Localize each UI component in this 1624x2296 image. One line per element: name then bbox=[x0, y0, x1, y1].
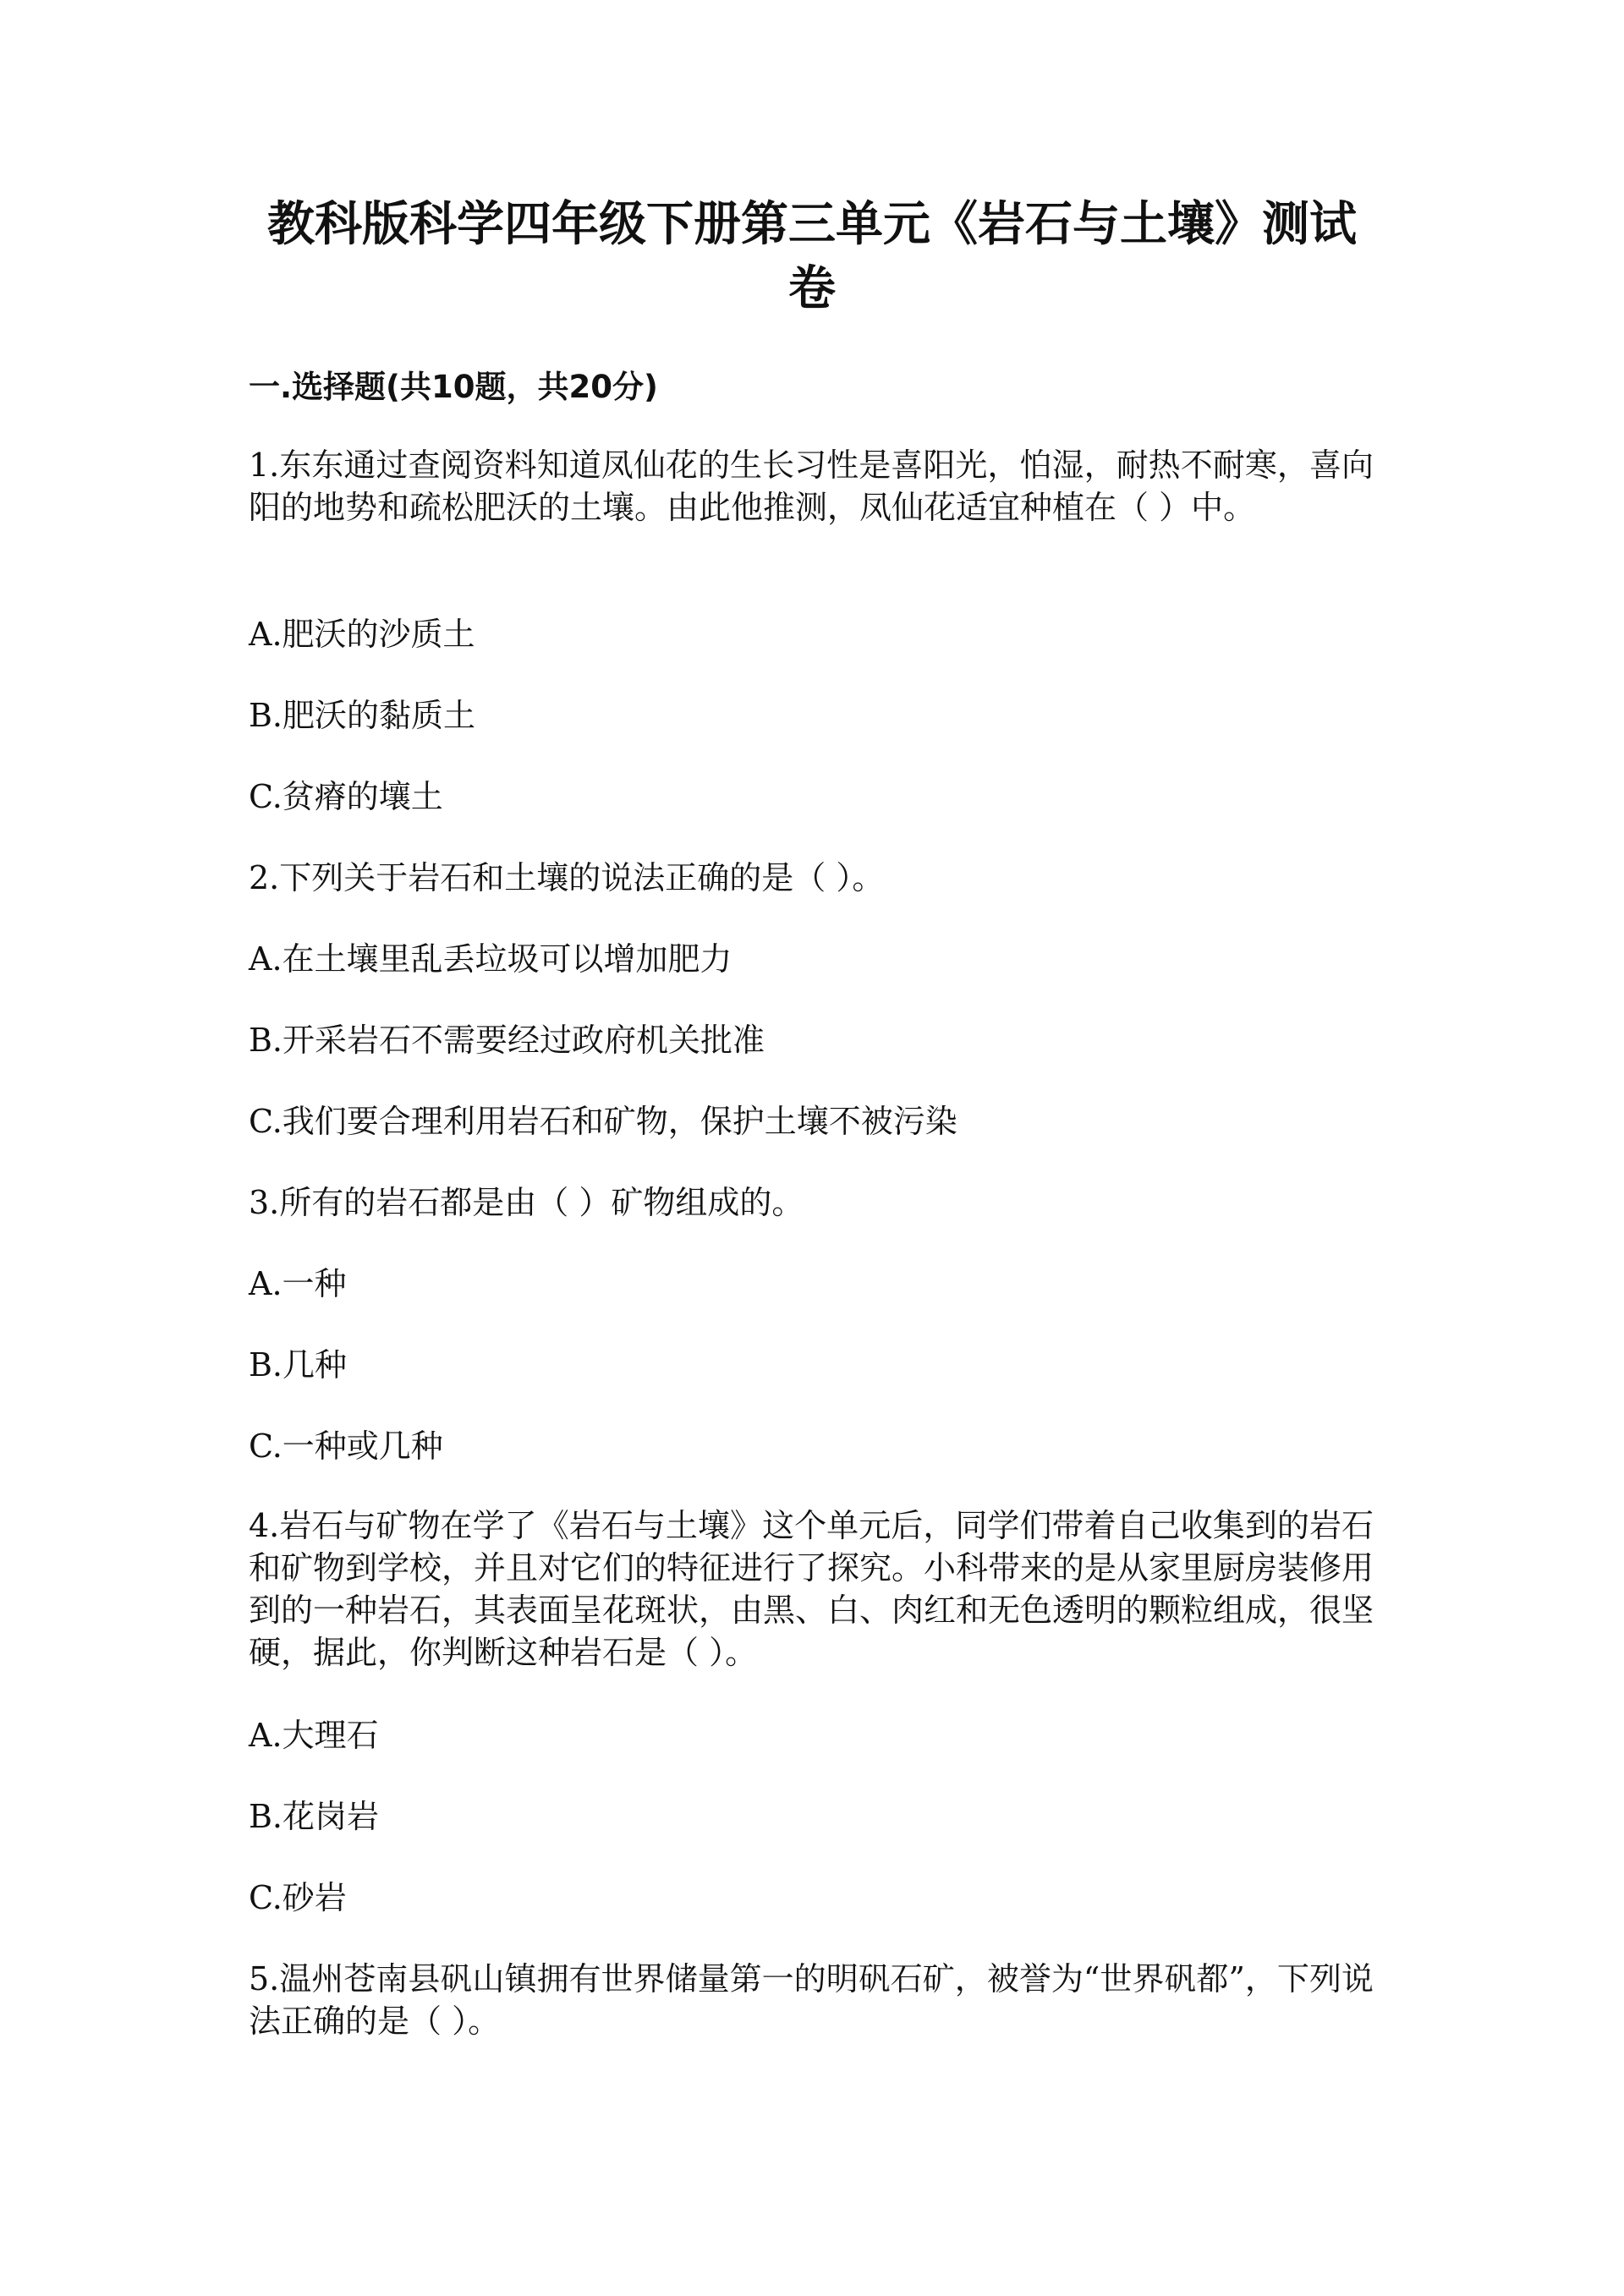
question-2-option-b: B.开采岩石不需要经过政府机关批准 bbox=[249, 1022, 765, 1059]
question-4-option-a: A.大理石 bbox=[249, 1717, 379, 1754]
question-4-text: 4.岩石与矿物在学了《岩石与土壤》这个单元后，同学们带着自己收集到的岩石和矿物到学校，并且对它们的特征进行了探究。小科带来的是从家里厨房装修用到的一种岩石，其表面呈花斑状，由黑、白、肉红和无色透明的颗粒组成，很坚硬，据此，你判断这种岩石是（ ）。 bbox=[249, 1507, 1374, 1671]
question-1-option-b: B.肥沃的黏质土 bbox=[249, 697, 476, 734]
question-3-option-b: B.几种 bbox=[249, 1346, 348, 1384]
question-2-option-a: A.在土壤里乱丢垃圾可以增加肥力 bbox=[249, 940, 732, 978]
section-heading: 一.选择题(共10题，共20分) bbox=[249, 369, 658, 405]
page-title: 教科版科学四年级下册第三单元《岩石与土壤》测试卷 bbox=[267, 197, 1357, 316]
question-2-option-c: C.我们要合理利用岩石和矿物，保护土壤不被污染 bbox=[249, 1103, 957, 1140]
question-3-option-a: A.一种 bbox=[249, 1265, 347, 1302]
question-1-option-a: A.肥沃的沙质土 bbox=[249, 616, 475, 653]
question-3-option-c: C.一种或几种 bbox=[249, 1427, 443, 1465]
question-2-text: 2.下列关于岩石和土壤的说法正确的是（ ）。 bbox=[249, 859, 885, 896]
question-4-option-c: C.砂岩 bbox=[249, 1879, 347, 1916]
question-5-text: 5.温州苍南县矾山镇拥有世界储量第一的明矾石矿，被誉为“世界矾都”，下列说法正确的是（ ）。 bbox=[249, 1960, 1374, 2040]
question-1-option-c: C.贫瘠的壤土 bbox=[249, 778, 443, 815]
question-3-text: 3.所有的岩石都是由（ ）矿物组成的。 bbox=[249, 1184, 804, 1221]
question-4-option-b: B.花岗岩 bbox=[249, 1798, 380, 1835]
question-1-text: 1.东东通过查阅资料知道凤仙花的生长习性是喜阳光，怕湿，耐热不耐寒，喜向阳的地势和疏松肥沃的土壤。由此他推测，凤仙花适宜种植在（ ）中。 bbox=[249, 447, 1374, 526]
